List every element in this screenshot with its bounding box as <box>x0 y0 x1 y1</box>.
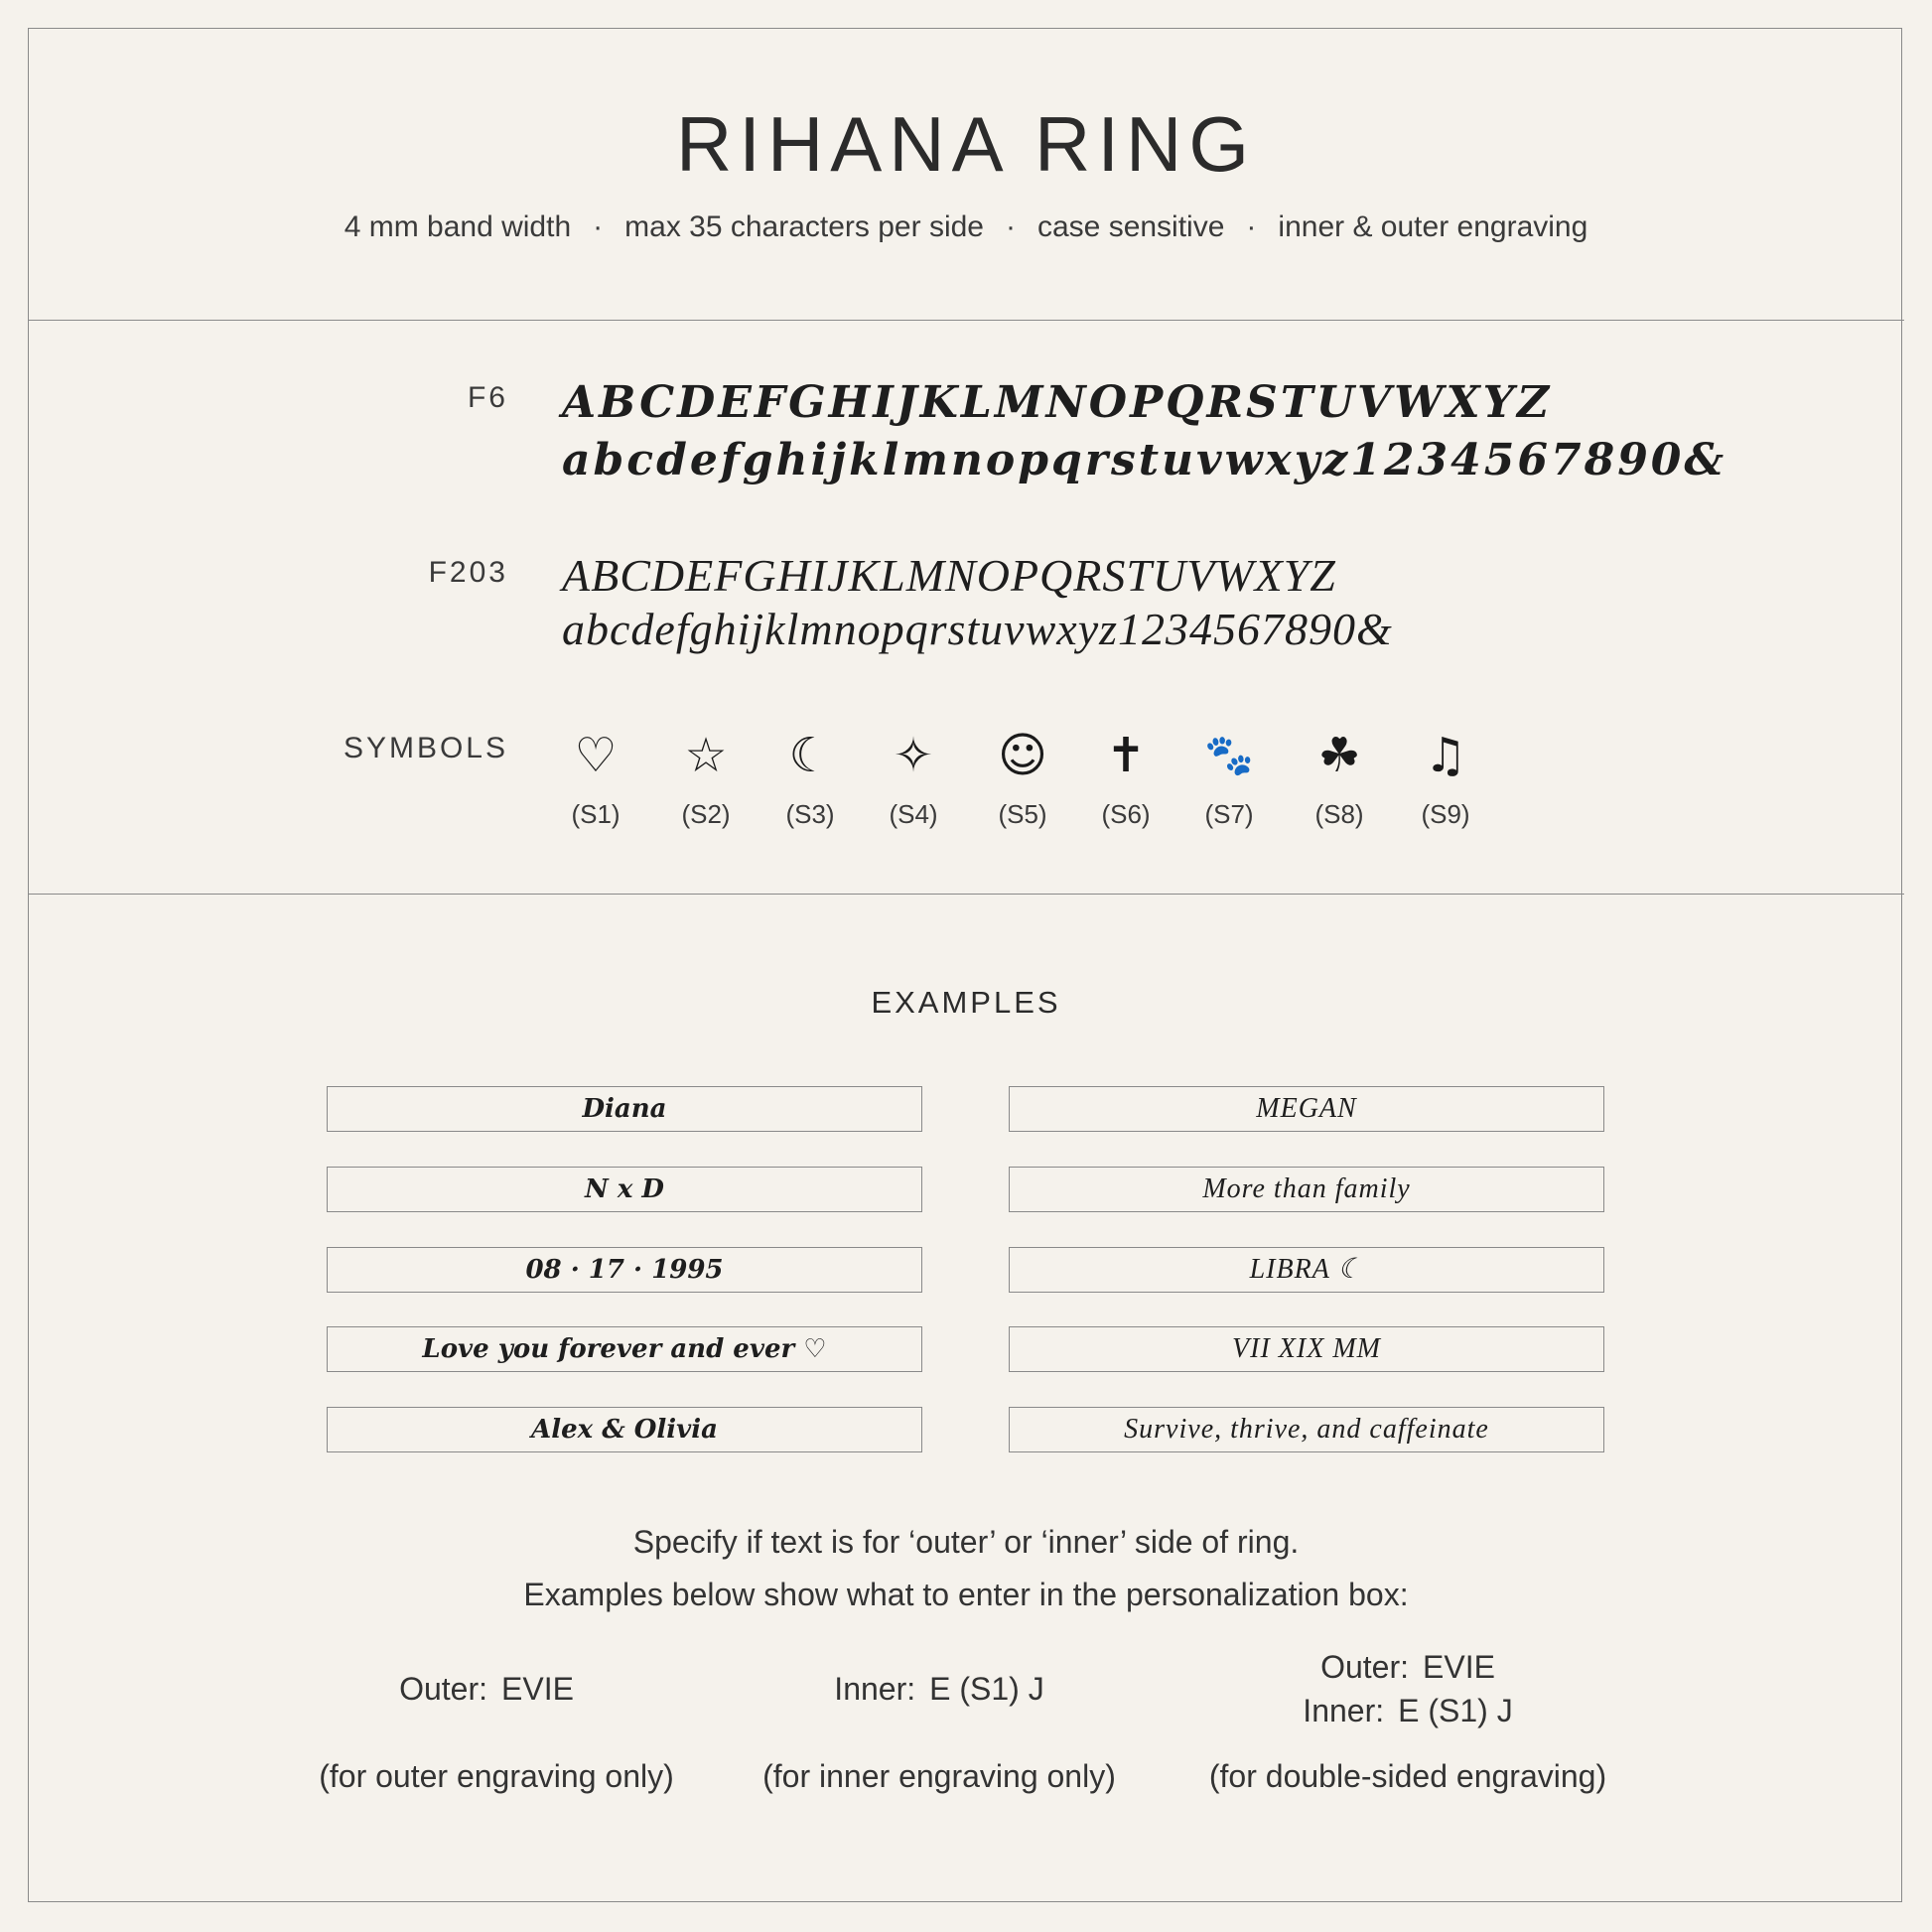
example-box: Love you forever and ever ♡ <box>327 1326 922 1372</box>
symbol-code: (S1) <box>571 799 621 829</box>
symbol-code: (S3) <box>785 799 835 829</box>
page-frame <box>28 28 1902 1902</box>
heart-icon: ♡ <box>574 728 618 783</box>
symbols-label: SYMBOLS <box>343 732 508 764</box>
symbol-s6 <box>1076 726 1175 830</box>
symbol-s8 <box>1290 726 1389 830</box>
spec-max-chars: max 35 characters per side <box>624 210 984 243</box>
cross-icon: ✝ <box>1105 728 1147 783</box>
symbol-code: (S4) <box>889 799 938 829</box>
spec-line <box>0 210 1932 244</box>
star-icon: ☆ <box>684 728 728 783</box>
example-box: LIBRA ☾ <box>1009 1247 1604 1293</box>
sparkle-icon: ✧ <box>893 728 934 783</box>
symbol-s5 <box>973 726 1072 830</box>
demo-outer <box>288 1671 685 1708</box>
example-box: Alex & Olivia <box>327 1407 922 1452</box>
paw-icon: 🐾 <box>1204 733 1254 778</box>
example-box: Survive, thrive, and caffeinate <box>1009 1407 1604 1452</box>
example-box: VII XIX MM <box>1009 1326 1604 1372</box>
music-note-icon: ♫ <box>1424 728 1467 783</box>
font-f203-uppercase-sample: ABCDEFGHIJKLMNOPQRSTUVWXYZ <box>562 550 1336 601</box>
demo-value: EVIE <box>1423 1649 1495 1685</box>
symbol-code: (S7) <box>1204 799 1254 829</box>
symbol-s9 <box>1396 726 1495 830</box>
instruction-line-2: Examples below show what to enter in the personalization box: <box>523 1577 1409 1612</box>
demo-key: Inner: <box>834 1671 916 1707</box>
symbol-s3 <box>760 726 860 830</box>
symbol-s7 <box>1179 726 1279 830</box>
spec-band-width: 4 mm band width <box>344 210 572 243</box>
symbol-code: (S5) <box>998 799 1047 829</box>
symbol-s2 <box>656 726 756 830</box>
product-title: RIHANA RING <box>675 100 1257 188</box>
spec-separator: · <box>1005 210 1016 243</box>
font-f6-lowercase-sample: abcdefghijklmnopqrstuvwxyz1234567890& <box>562 435 1727 485</box>
example-box: Diana <box>327 1086 922 1132</box>
moon-icon: ☾ <box>788 728 832 783</box>
symbol-s4 <box>864 726 963 830</box>
demo-inner-caption: (for inner engraving only) <box>762 1758 1116 1794</box>
header-divider <box>28 320 1904 321</box>
demo-value: E (S1) J <box>929 1671 1044 1707</box>
demo-both-inner <box>1209 1693 1606 1729</box>
example-box: N x D <box>327 1167 922 1212</box>
instruction-line-1: Specify if text is for ‘outer’ or ‘inner’ side of ring. <box>632 1524 1300 1560</box>
fonts-divider <box>28 894 1904 895</box>
spec-separator: · <box>593 210 604 243</box>
symbol-code: (S8) <box>1314 799 1364 829</box>
demo-both-caption: (for double-sided engraving) <box>1208 1758 1607 1794</box>
font-f203-lowercase-sample: abcdefghijklmnopqrstuvwxyz1234567890& <box>562 604 1393 654</box>
font-label-f203: F203 <box>428 556 508 589</box>
symbol-s1 <box>546 726 645 830</box>
demo-key: Outer: <box>399 1671 487 1707</box>
example-box: More than family <box>1009 1167 1604 1212</box>
spec-separator: · <box>1246 210 1257 243</box>
symbol-code: (S2) <box>681 799 731 829</box>
example-box: MEGAN <box>1009 1086 1604 1132</box>
demo-key: Outer: <box>1320 1649 1409 1685</box>
shamrock-icon: ☘ <box>1317 728 1361 783</box>
symbol-code: (S6) <box>1101 799 1151 829</box>
demo-outer-caption: (for outer engraving only) <box>319 1758 674 1794</box>
demo-inner <box>741 1671 1138 1708</box>
spec-case-sensitive: case sensitive <box>1036 210 1225 243</box>
font-label-f6: F6 <box>467 381 508 414</box>
spec-engraving-sides: inner & outer engraving <box>1278 210 1588 243</box>
demo-value: EVIE <box>501 1671 574 1707</box>
smiley-icon: ☺ <box>997 728 1048 783</box>
symbol-code: (S9) <box>1421 799 1470 829</box>
font-f6-uppercase-sample: ABCDEFGHIJKLMNOPQRSTUVWXYZ <box>562 377 1553 428</box>
demo-value: E (S1) J <box>1398 1693 1513 1728</box>
example-box: 08 · 17 · 1995 <box>327 1247 922 1293</box>
demo-both-outer <box>1209 1649 1606 1686</box>
demo-key: Inner: <box>1303 1693 1385 1728</box>
examples-title: EXAMPLES <box>871 985 1061 1020</box>
